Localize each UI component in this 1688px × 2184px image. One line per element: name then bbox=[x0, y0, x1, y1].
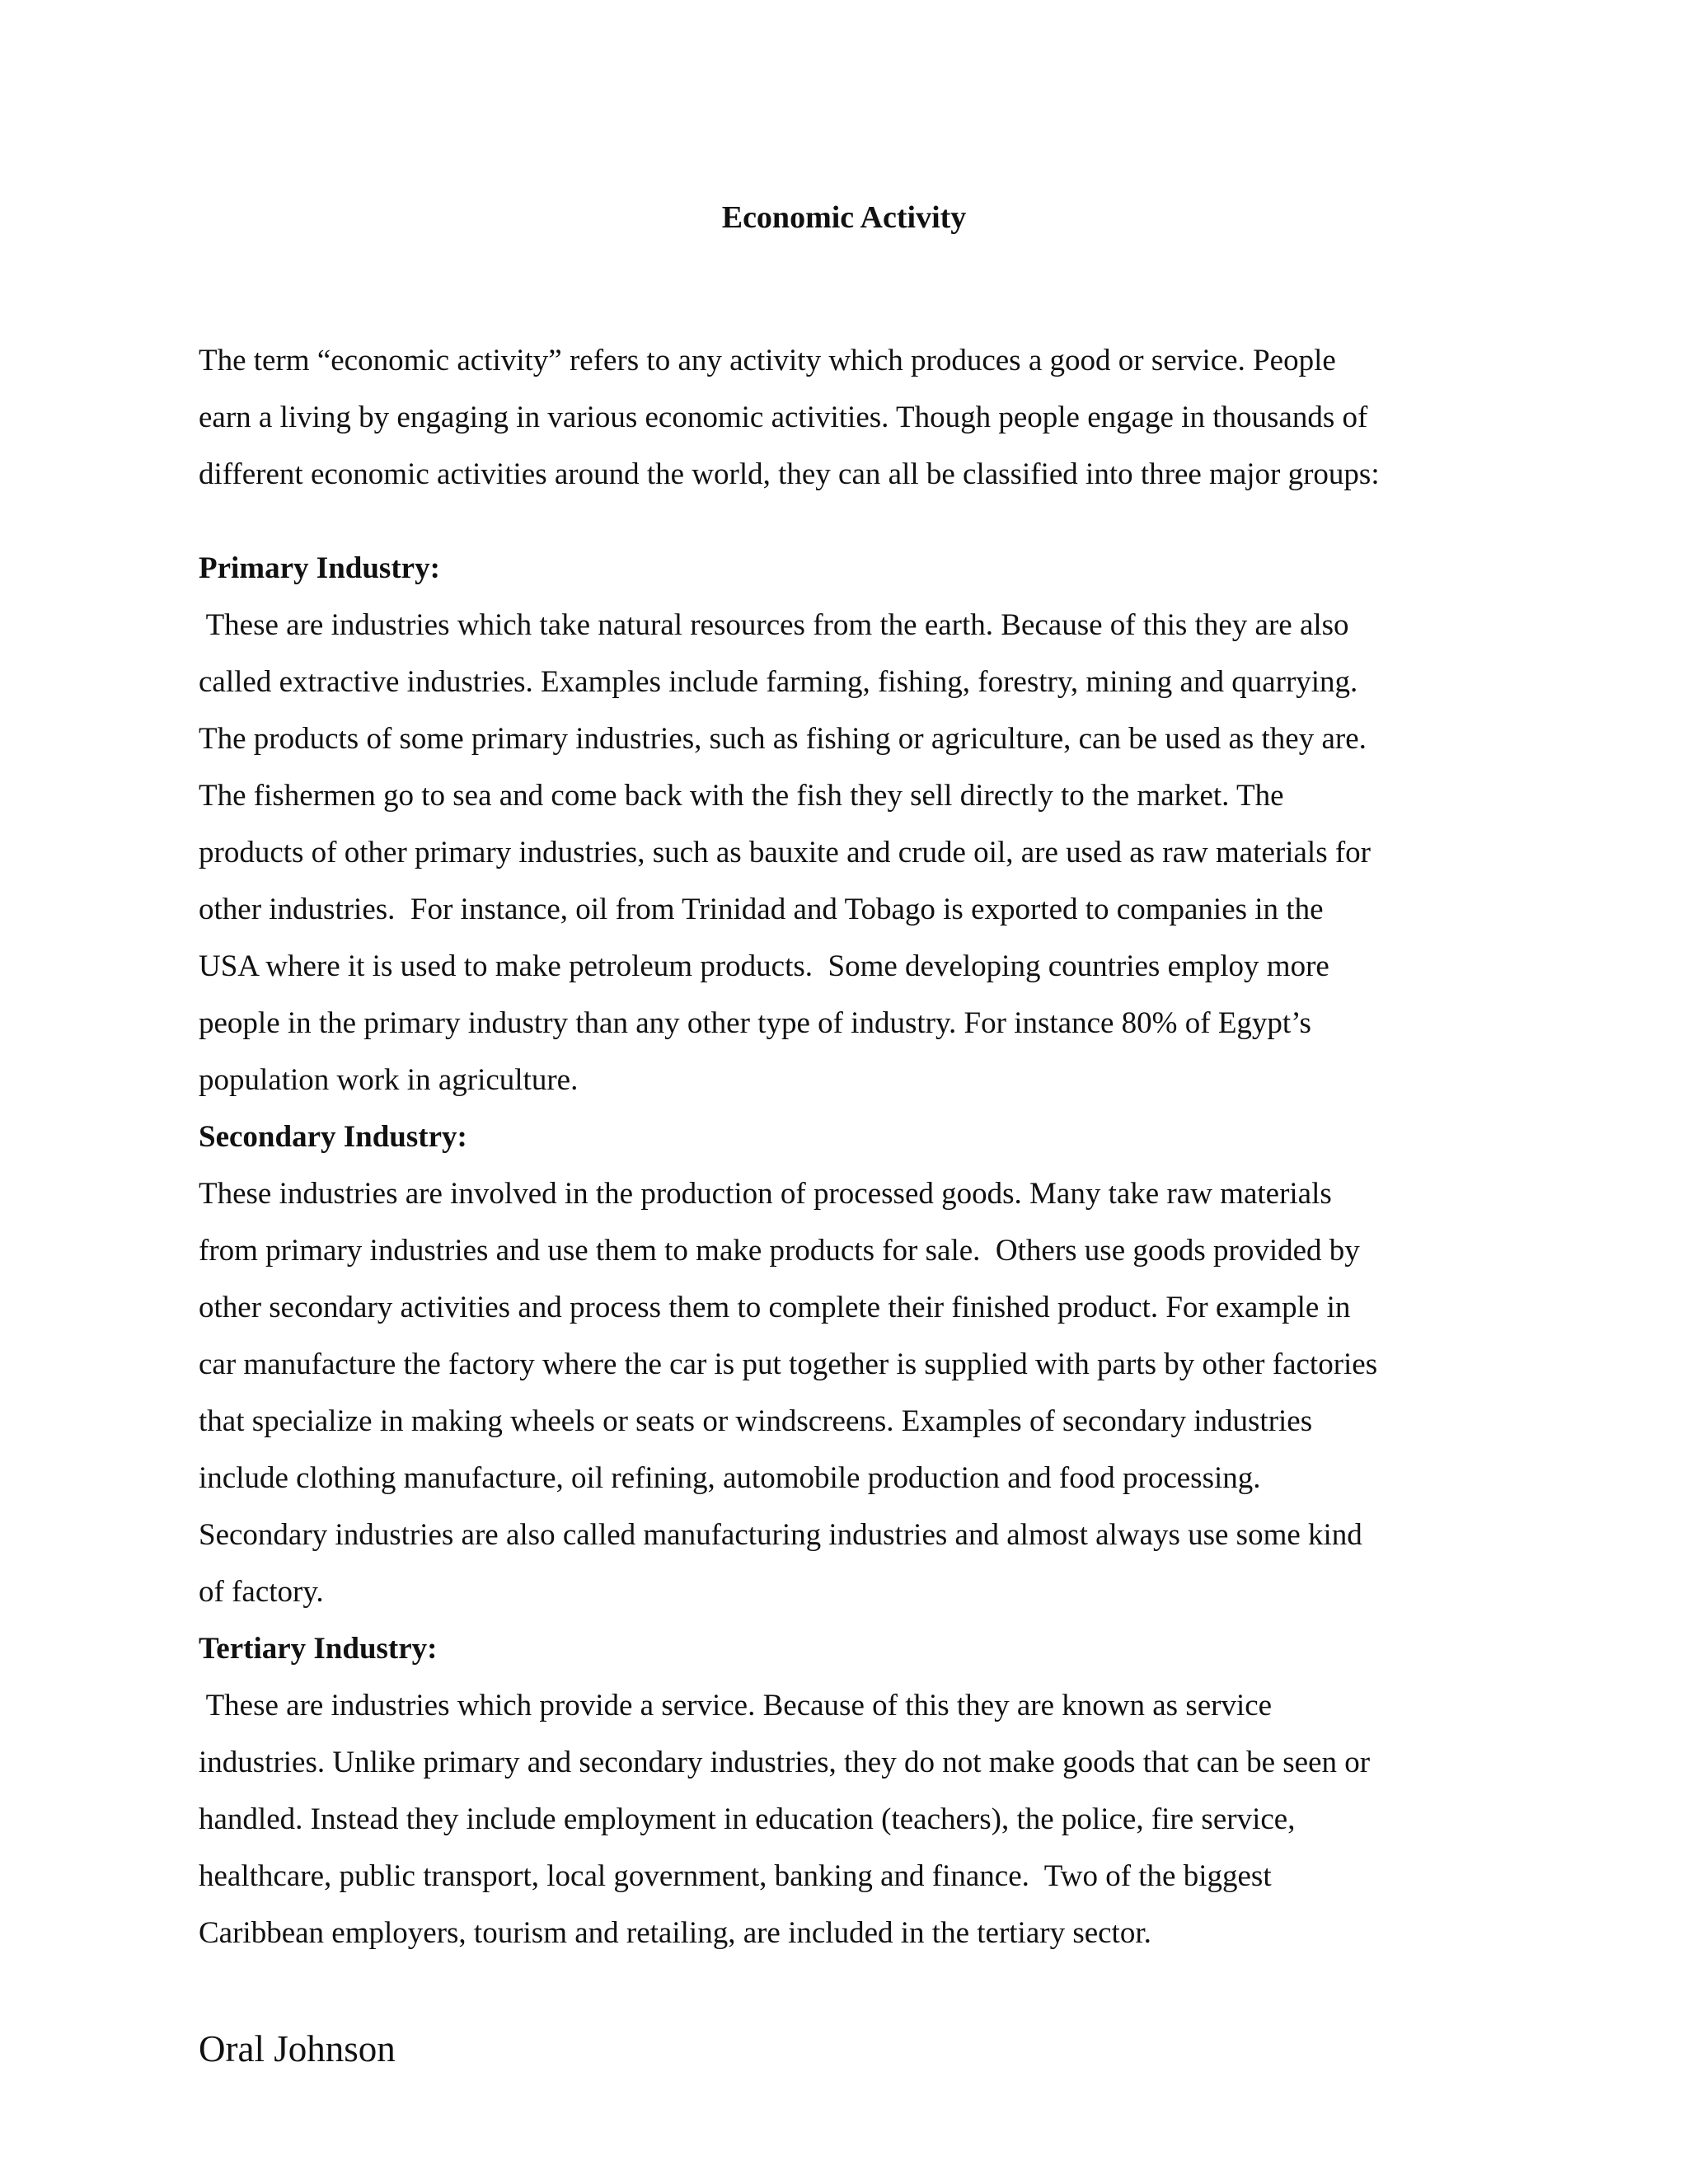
paragraph-line: include clothing manufacture, oil refining, automobile production and food processing. bbox=[199, 1461, 1261, 1495]
paragraph-line: Secondary industries are also called manufacturing industries and almost always use some kind bbox=[199, 1518, 1362, 1552]
sections-container bbox=[199, 540, 1559, 1961]
paragraph-line: USA where it is used to make petroleum products. Some developing countries employ more bbox=[199, 949, 1329, 983]
paragraph-line: population work in agriculture. bbox=[199, 1063, 579, 1097]
paragraph-line: people in the primary industry than any other type of industry. For instance 80% of Egypt’s bbox=[199, 1006, 1311, 1040]
paragraph-line: The fishermen go to sea and come back with the fish they sell directly to the market. The bbox=[199, 779, 1284, 813]
paragraph-line: other secondary activities and process them to complete their finished product. For example in bbox=[199, 1291, 1351, 1324]
paragraph-line: car manufacture the factory where the car is put together is supplied with parts by other factories bbox=[199, 1347, 1378, 1381]
paragraph-line: These industries are involved in the production of processed goods. Many take raw materials bbox=[199, 1177, 1332, 1211]
intro-line: different economic activities around the world, they can all be classified into three major groups: bbox=[199, 457, 1380, 491]
section-heading: Primary Industry: bbox=[199, 551, 440, 585]
section-heading: Tertiary Industry: bbox=[199, 1632, 438, 1666]
intro-line: The term “economic activity” refers to any activity which produces a good or service. People bbox=[199, 344, 1336, 377]
paragraph-line: handled. Instead they include employment in education (teachers), the police, fire service, bbox=[199, 1802, 1296, 1836]
author-name: Oral Johnson bbox=[199, 2028, 396, 2069]
paragraph-line: from primary industries and use them to make products for sale. Others use goods provided by bbox=[199, 1234, 1360, 1268]
paragraph-line: other industries. For instance, oil from Trinidad and Tobago is exported to companies in the bbox=[199, 893, 1324, 926]
section-heading: Secondary Industry: bbox=[199, 1120, 467, 1154]
paragraph-line: Caribbean employers, tourism and retailing, are included in the tertiary sector. bbox=[199, 1916, 1151, 1950]
paragraph-line: These are industries which take natural resources from the earth. Because of this they are also bbox=[199, 608, 1349, 642]
paragraph-line: These are industries which provide a service. Because of this they are known as service bbox=[199, 1689, 1273, 1722]
section-secondary-industry bbox=[199, 1108, 1559, 1620]
document-title: Economic Activity bbox=[721, 200, 967, 235]
intro-line: earn a living by engaging in various economic activities. Though people engage in thousands of bbox=[199, 401, 1368, 434]
paragraph-line: of factory. bbox=[199, 1575, 324, 1609]
section-primary-industry bbox=[199, 540, 1559, 1108]
paragraph-line: that specialize in making wheels or seats or windscreens. Examples of secondary industries bbox=[199, 1404, 1313, 1438]
paragraph-line: industries. Unlike primary and secondary industries, they do not make goods that can be seen or bbox=[199, 1746, 1371, 1779]
paragraph-line: The products of some primary industries, such as fishing or agriculture, can be used as they are. bbox=[199, 722, 1367, 756]
paragraph-line: called extractive industries. Examples include farming, fishing, forestry, mining and quarrying. bbox=[199, 665, 1358, 699]
paragraph-line: healthcare, public transport, local government, banking and finance. Two of the biggest bbox=[199, 1859, 1272, 1893]
section-tertiary-industry bbox=[199, 1620, 1559, 1961]
intro-paragraph bbox=[199, 332, 1559, 503]
paragraph-line: products of other primary industries, such as bauxite and crude oil, are used as raw materials for bbox=[199, 836, 1371, 869]
